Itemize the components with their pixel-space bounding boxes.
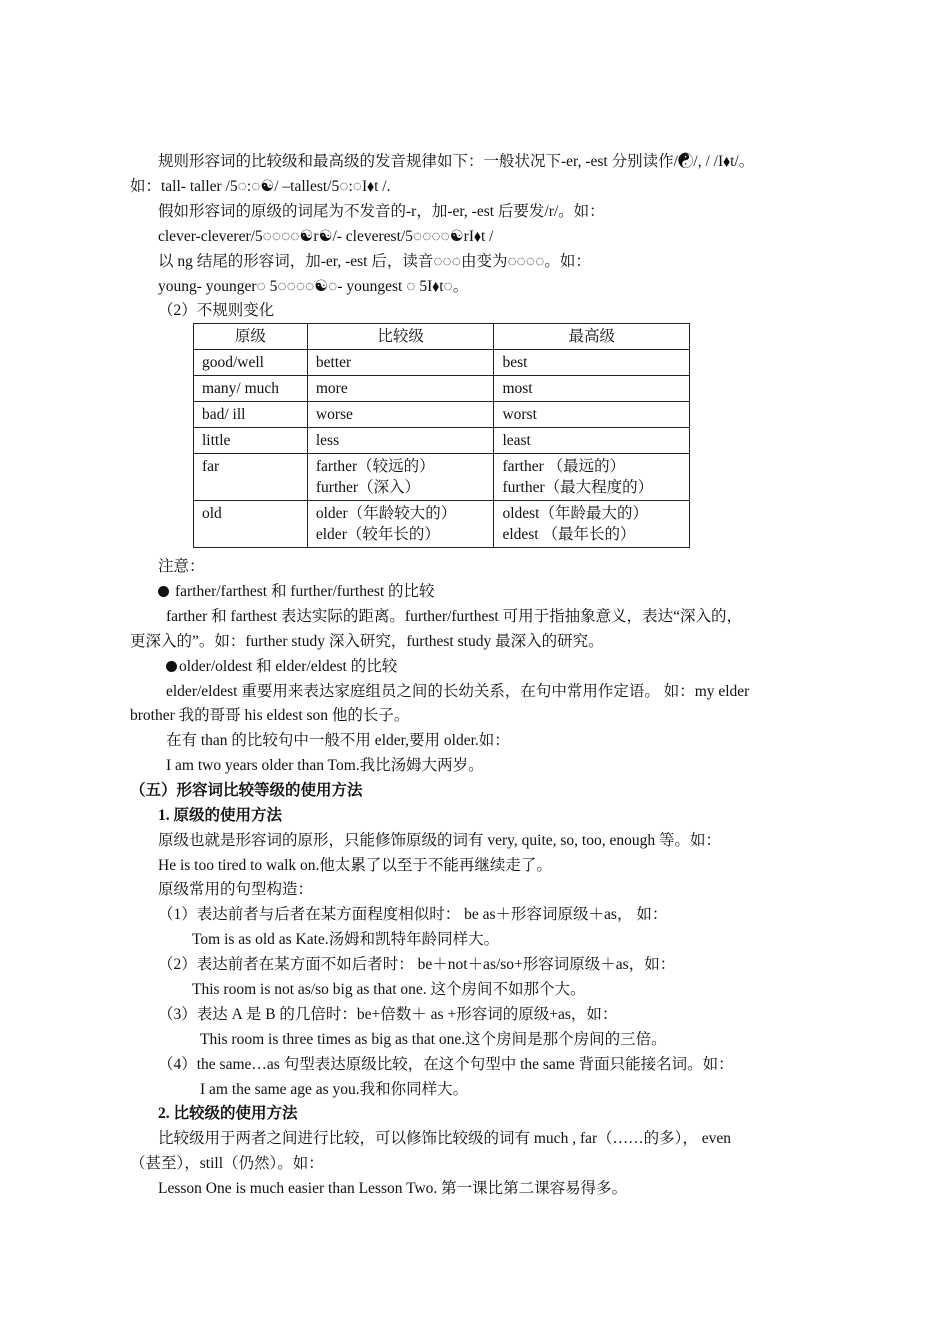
note-old-heading [166,657,397,677]
header-superlative: 最高级 [494,324,690,350]
pattern-3-example: This room is three times as big as that one.这个房间是那个房间的三倍。 [200,1031,667,1048]
cell-comparative: more [307,376,494,402]
table-row [194,376,690,402]
cell-line: further（深入） [315,479,421,496]
subsection-2-title: 2. 比较级的使用方法 [158,1105,298,1122]
bullet-icon [166,661,177,672]
table-row [194,402,690,428]
s1-line-3: 原级常用的句型构造： [158,881,314,898]
cell-base: many/ much [194,376,308,402]
notes-title: 注意： [158,558,205,575]
pron-paragraph-1-line-1: 规则形容词的比较级和最高级的发音规律如下：一般状况下-er, -est 分别读作/☯/, / /I⬧t/。 [158,153,755,170]
pattern-4-example: I am the same age as you.我和你同样大。 [200,1081,469,1098]
cell-comparative: worse [307,402,494,428]
cell-superlative [494,501,690,548]
cell-comparative: less [307,428,494,454]
table-row [194,454,690,501]
irregular-heading: （2）不规则变化 [158,302,275,319]
bullet-icon [158,586,169,597]
cell-line: farther （最远的） [502,458,626,475]
cell-line: oldest（年龄最大的） [502,505,648,522]
subsection-1-title: 1. 原级的使用方法 [158,807,283,824]
pron-paragraph-5: young- younger◌ 5◌◌◌◌☯◌- youngest ◌ 5I⬧t◌。 [158,278,469,295]
cell-line: farther（较远的） [315,458,435,475]
cell-comparative [307,454,494,501]
cell-line: further（最大程度的） [502,479,654,496]
note-far-heading [158,582,435,602]
cell-base: bad/ ill [194,402,308,428]
cell-base: far [194,454,308,501]
note-far-heading-text: farther/farthest 和 further/furthest 的比较 [175,583,435,600]
header-base: 原级 [194,324,308,350]
pron-paragraph-4: 以 ng 结尾的形容词，加-er, -est 后，读音◌◌◌由变为◌◌◌◌。如： [158,253,591,270]
cell-base: little [194,428,308,454]
pattern-1-example: Tom is as old as Kate.汤姆和凯特年龄同样大。 [192,931,500,948]
table-row [194,428,690,454]
pattern-4: （4）the same…as 句型表达原级比较，在这个句型中 the same 背面只能接名词。如： [158,1056,734,1073]
pron-paragraph-2: 假如形容词的原级的词尾为不发音的-r，加-er, -est 后要发/r/。如： [158,203,605,220]
cell-superlative: best [494,350,690,376]
cell-comparative [307,501,494,548]
cell-superlative: worst [494,402,690,428]
pron-paragraph-3: clever-cleverer/5◌◌◌◌☯r☯/- cleverest/5◌◌◌◌☯rI⬧t / [158,228,494,245]
pron-paragraph-1-line-2: 如：tall- taller /5◌:◌☯/ –tallest/5◌:◌I⬧t /. [130,178,391,195]
section-5-title: （五）形容词比较等级的使用方法 [130,782,363,799]
cell-superlative: most [494,376,690,402]
header-comparative: 比较级 [307,324,494,350]
cell-line: elder（较年长的） [315,526,440,543]
note-far-line-1: farther 和 farthest 表达实际的距离。further/furthest 可用于指抽象意义，表达“深入的， [166,608,742,625]
cell-superlative [494,454,690,501]
note-than-line-1: 在有 than 的比较句中一般不用 elder,要用 older.如： [166,732,510,749]
cell-base: good/well [194,350,308,376]
cell-superlative: least [494,428,690,454]
note-old-line-2: brother 我的哥哥 his eldest son 他的长子。 [130,707,410,724]
table-header-row [194,324,690,350]
cell-comparative: better [307,350,494,376]
note-far-line-2: 更深入的”。如：further study 深入研究，furthest study 最深入的研究。 [130,633,604,650]
cell-line: older（年龄较大的） [315,505,457,522]
pattern-3: （3）表达 A 是 B 的几倍时：be+倍数＋ as +形容词的原级+as，如： [158,1006,618,1023]
note-than-line-2: I am two years older than Tom.我比汤姆大两岁。 [166,757,484,774]
table-row [194,501,690,548]
pattern-2: （2）表达前者在某方面不如后者时： be＋not＋as/so+形容词原级＋as，如： [158,956,676,973]
table-row [194,350,690,376]
pattern-1: （1）表达前者与后者在某方面程度相似时： be as＋形容词原级＋as， 如： [158,906,668,923]
cell-base: old [194,501,308,548]
note-old-heading-text: older/oldest 和 elder/eldest 的比较 [179,658,398,675]
irregular-forms-table [193,323,690,548]
s1-line-1: 原级也就是形容词的原形，只能修饰原级的词有 very, quite, so, too, enough 等。如： [158,832,721,849]
cell-line: eldest （最年长的） [502,526,636,543]
s1-line-2: He is too tired to walk on.他太累了以至于不能再继续走了。 [158,857,552,874]
note-old-line-1: elder/eldest 重要用来表达家庭组员之间的长幼关系，在句中常用作定语。 如：my elder [166,683,750,700]
pattern-2-example: This room is not as/so big as that one. 这个房间不如那个大。 [192,981,586,998]
s2-line-1: 比较级用于两者之间进行比较，可以修饰比较级的词有 much , far（……的多）， even [158,1130,732,1147]
s2-line-3: Lesson One is much easier than Lesson Two. 第一课比第二课容易得多。 [158,1180,628,1197]
s2-line-2: （甚至），still（仍然）。如： [130,1155,324,1172]
